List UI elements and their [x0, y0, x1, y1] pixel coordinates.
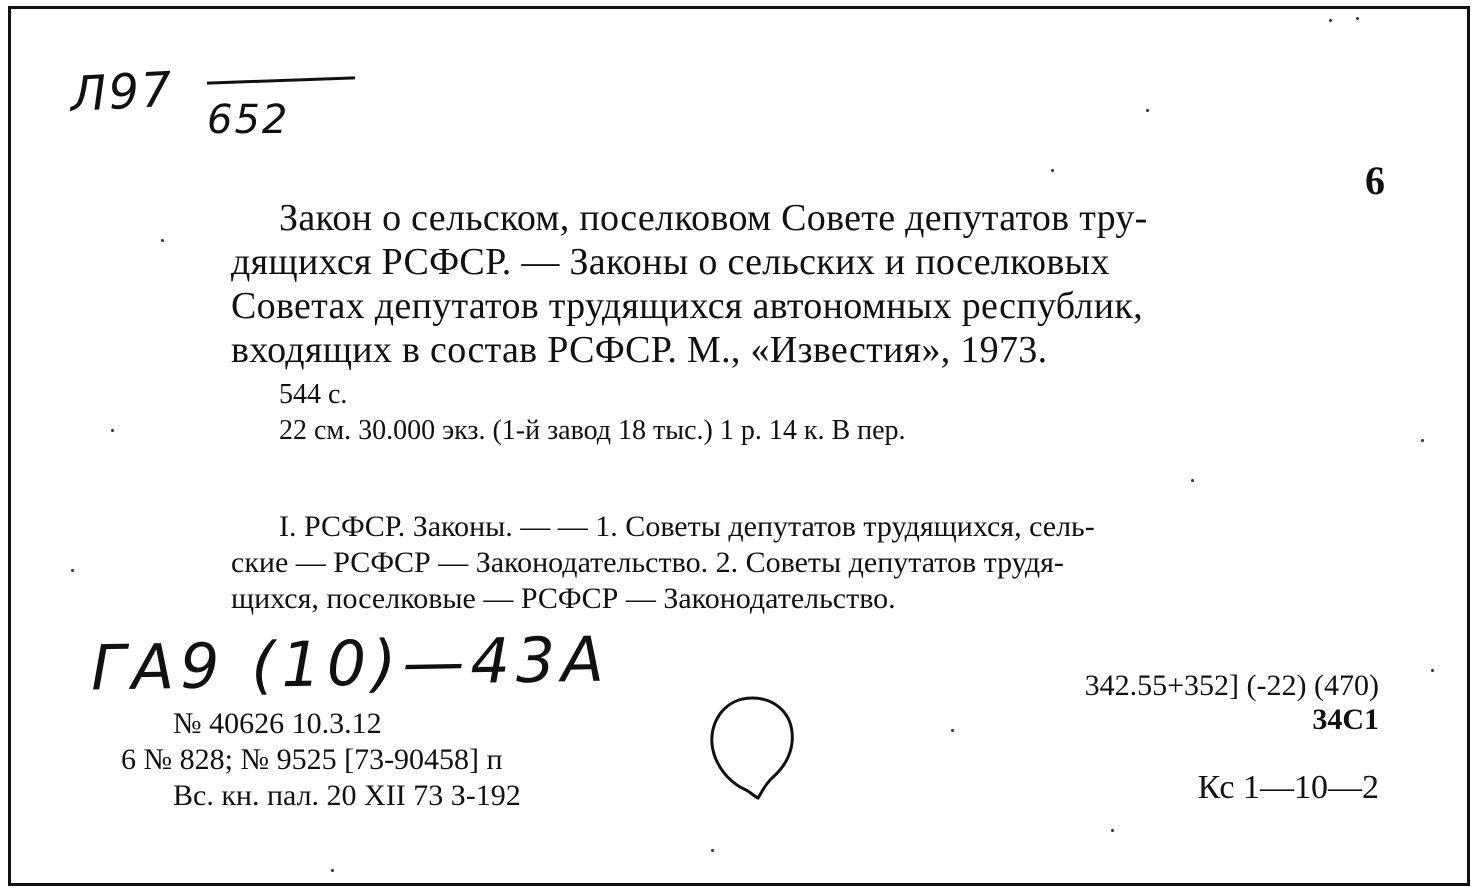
- speck: [1431, 669, 1434, 672]
- bbk-code: 34С1: [1312, 703, 1379, 736]
- collation: [279, 377, 906, 449]
- card-number: 6: [1365, 158, 1385, 203]
- subject-line: I. РСФСР. Законы. — — 1. Советы депутатов трудящихся, сель-: [279, 510, 1095, 543]
- imprint-line: 6 № 828; № 9525 [73-90458] п: [121, 743, 503, 776]
- speck: [1191, 479, 1194, 482]
- handwritten-shelfmark-number: 652: [207, 97, 290, 143]
- speck: [111, 429, 114, 432]
- imprint-line: № 40626 10.3.12: [173, 707, 382, 740]
- speck: [711, 849, 714, 852]
- speck: [1051, 169, 1054, 172]
- classification-block: [1085, 669, 1379, 737]
- description-line: Советах депутатов трудящихся автономных республик,: [231, 285, 1143, 327]
- description-line: входящих в состав РСФСР. М., «Известия», 1973.: [231, 329, 1048, 371]
- bibliographic-description: [231, 196, 1401, 372]
- subject-line: ские — РСФСР — Законодательство. 2. Советы депутатов трудя-: [231, 546, 1064, 579]
- speck: [331, 869, 334, 872]
- speck: [1421, 439, 1424, 442]
- collation-pages: 544 с.: [279, 379, 348, 410]
- speck: [1356, 17, 1359, 20]
- description-line: дящихся РСФСР. — Законы о сельских и поселковых: [231, 241, 1110, 283]
- subject-headings: [231, 509, 1401, 617]
- punch-hole-icon: [706, 692, 798, 802]
- shelfmark-fraction-line: [207, 76, 355, 84]
- collation-details: 22 см. 30.000 экз. (1-й завод 18 тыс.) 1 р. 14 к. В пер.: [279, 415, 906, 446]
- speck: [161, 239, 164, 242]
- imprint-block: [121, 706, 521, 814]
- subject-line: щихся, поселковые — РСФСР — Законодательство.: [231, 582, 896, 615]
- udc-index: 342.55+352] (-22) (470): [1084, 669, 1379, 702]
- speck: [1146, 109, 1149, 112]
- speck: [1329, 19, 1332, 22]
- speck: [1111, 829, 1114, 832]
- speck: [71, 569, 74, 572]
- handwritten-code: ГА9 (10)—43А: [90, 622, 611, 705]
- speck: [951, 729, 954, 732]
- kc-code: Кс 1—10—2: [1197, 769, 1379, 806]
- catalog-card: [8, 6, 1470, 886]
- handwritten-shelfmark-prefix: Л97: [69, 61, 175, 123]
- imprint-line: Вс. кн. пал. 20 XII 73 З-192: [173, 779, 521, 812]
- description-line: Закон о сельском, поселковом Совете депутатов тру-: [279, 197, 1148, 239]
